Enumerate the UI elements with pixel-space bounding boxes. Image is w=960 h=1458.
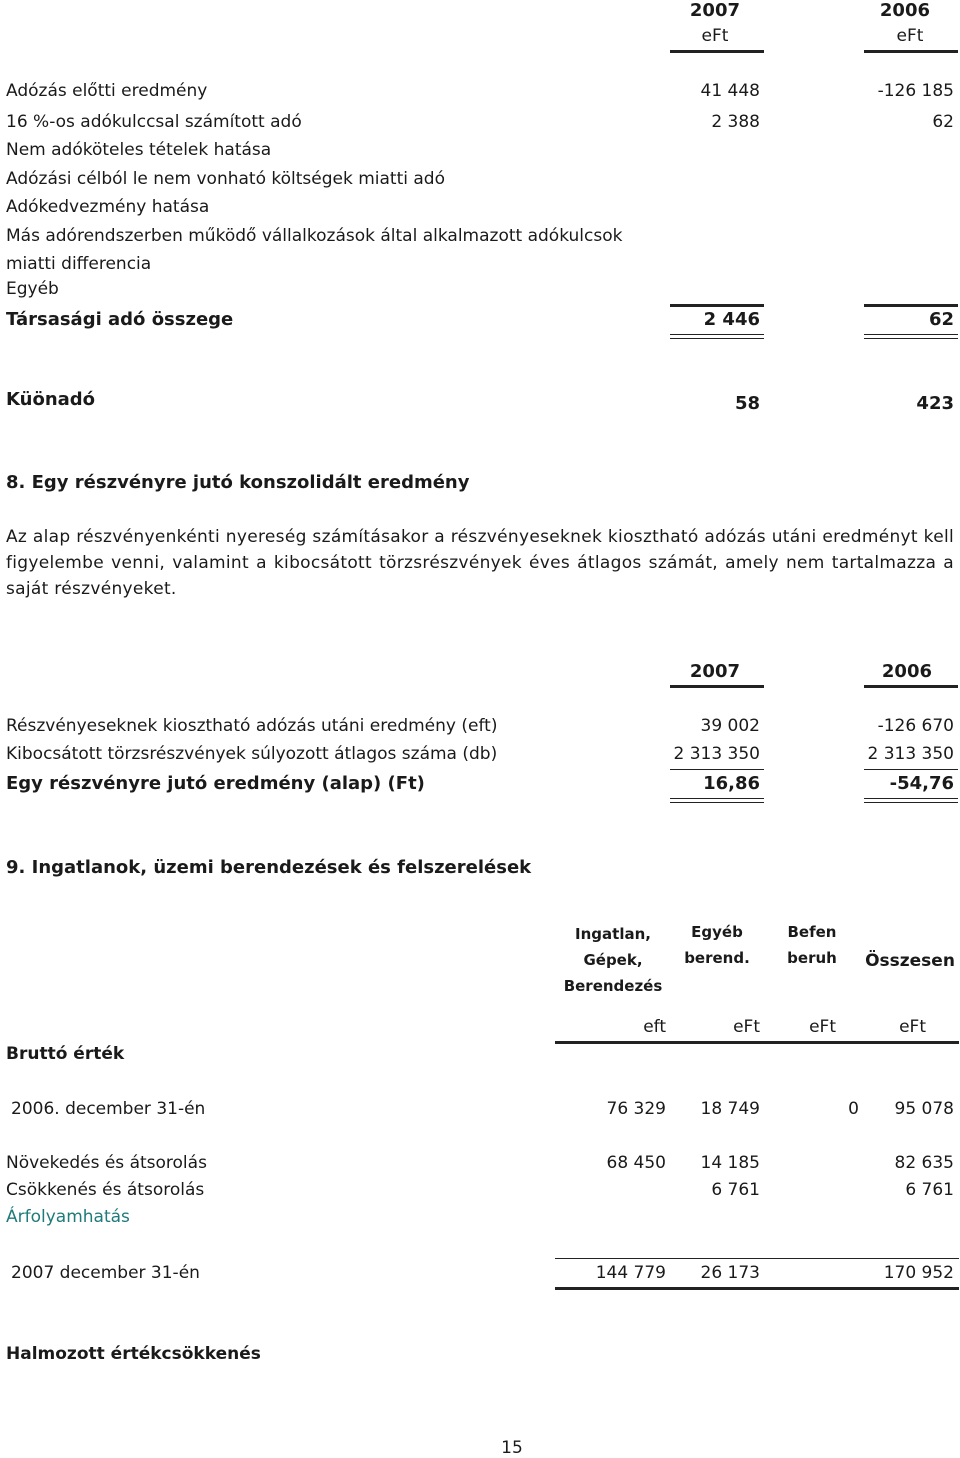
ppe-cell: 68 450 bbox=[606, 1153, 666, 1173]
col-unit-4: eFt bbox=[899, 1017, 926, 1037]
col-header-befen: Befen bbox=[787, 923, 837, 941]
col-header-egyeb: Egyéb bbox=[691, 923, 743, 941]
eps-result-label: Egy részvényre jutó eredmény (alap) (Ft) bbox=[6, 773, 425, 794]
col-header-ingatlan: Ingatlan, bbox=[575, 925, 651, 943]
eps-result-rule-2006 bbox=[864, 769, 958, 770]
ppe-cell: 95 078 bbox=[894, 1099, 954, 1119]
total-top-rule-2007 bbox=[670, 304, 764, 307]
eps-row-2006: 2 313 350 bbox=[867, 744, 954, 764]
ppe-row-label: Csökkenés és átsorolás bbox=[6, 1180, 205, 1200]
ppe-row-label: 2006. december 31-én bbox=[11, 1099, 206, 1119]
header-rule-2006 bbox=[864, 50, 958, 53]
col-header-osszesen: Összesen bbox=[865, 951, 955, 971]
ppe-cell: 76 329 bbox=[606, 1099, 666, 1119]
tax-total-2007: 2 446 bbox=[703, 309, 760, 330]
eps-year-2007: 2007 bbox=[689, 661, 740, 682]
unit-2007-header: eFt bbox=[701, 26, 729, 46]
tax-row-2007: 41 448 bbox=[700, 81, 760, 101]
col-unit-3: eFt bbox=[809, 1017, 836, 1037]
total-double-rule-2007 bbox=[670, 334, 764, 339]
col-header-berendezes: Berendezés bbox=[563, 977, 663, 995]
ppe-cell: 6 761 bbox=[905, 1180, 954, 1200]
ppe-cell: 18 749 bbox=[700, 1099, 760, 1119]
tax-row-label: Adózási célból le nem vonható költségek miatti adó bbox=[6, 169, 445, 189]
halmozott-label: Halmozott értékcsökkenés bbox=[6, 1344, 261, 1364]
section-9-heading: 9. Ingatlanok, üzemi berendezések és felszerelések bbox=[6, 857, 532, 878]
ppe-cell: 170 952 bbox=[883, 1263, 954, 1283]
tax-row-label: miatti differencia bbox=[6, 254, 152, 274]
ppe-cell: 6 761 bbox=[711, 1180, 760, 1200]
year-2006-header: 2006 bbox=[879, 0, 930, 21]
col-header-gepek: Gépek, bbox=[583, 951, 643, 969]
tax-total-2006: 62 bbox=[928, 309, 954, 330]
total-top-rule-2006 bbox=[864, 304, 958, 307]
page-number: 15 bbox=[501, 1438, 523, 1458]
eps-result-double-2006 bbox=[864, 798, 958, 803]
ppe-cell: 0 bbox=[848, 1099, 859, 1119]
ppe-cell: 14 185 bbox=[700, 1153, 760, 1173]
total-double-rule-2006 bbox=[864, 334, 958, 339]
eps-row-label: Részvényeseknek kiosztható adózás utáni eredmény (eft) bbox=[6, 716, 498, 736]
tax-total-label: Társasági adó összege bbox=[6, 309, 234, 330]
eps-header-rule-2007 bbox=[670, 685, 764, 688]
tax-row-2007: 2 388 bbox=[711, 112, 760, 132]
ppe-cell: 82 635 bbox=[894, 1153, 954, 1173]
eps-row-2007: 39 002 bbox=[700, 716, 760, 736]
eps-row-label: Kibocsátott törzsrészvények súlyozott átlagos száma (db) bbox=[6, 744, 498, 764]
ppe-header-rule bbox=[555, 1041, 959, 1044]
ppe-row-label: 2007 december 31-én bbox=[11, 1263, 200, 1283]
kulonado-2006: 423 bbox=[916, 393, 954, 414]
tax-row-label: 16 %-os adókulccsal számított adó bbox=[6, 112, 302, 132]
col-unit-1: eft bbox=[643, 1017, 666, 1037]
tax-row-label: Más adórendszerben működő vállalkozások által alkalmazott adókulcsok bbox=[6, 226, 623, 246]
eps-result-2007: 16,86 bbox=[703, 773, 760, 794]
section-8-paragraph: Az alap részvényenkénti nyereség számításakor a részvényeseknek kiosztható adózás utáni eredményt kell figyelembe venni, valamint a kibocsátott törzsrészvények éves átlagos számát, amely nem tartalmazza a saját részvényeket. bbox=[6, 527, 954, 599]
tax-row-2006: -126 185 bbox=[877, 81, 954, 101]
kulonado-label: Küönadó bbox=[6, 389, 96, 410]
eps-row-2007: 2 313 350 bbox=[673, 744, 760, 764]
header-rule-2007 bbox=[670, 50, 764, 53]
eps-result-2006: -54,76 bbox=[889, 773, 954, 794]
tax-row-2006: 62 bbox=[932, 112, 954, 132]
eps-year-2006: 2006 bbox=[881, 661, 932, 682]
eps-header-rule-2006 bbox=[864, 685, 958, 688]
kulonado-2007: 58 bbox=[734, 393, 760, 414]
tax-row-label: Adókedvezmény hatása bbox=[6, 197, 210, 217]
brutto-label: Bruttó érték bbox=[6, 1044, 125, 1064]
eps-result-rule-2007 bbox=[670, 769, 764, 770]
col-header-beruh: beruh bbox=[787, 949, 837, 967]
tax-row-label: Egyéb bbox=[6, 279, 59, 299]
ppe-total-bottom-rule bbox=[555, 1287, 959, 1290]
unit-2006-header: eFt bbox=[896, 26, 924, 46]
ppe-row-label: Árfolyamhatás bbox=[6, 1207, 130, 1227]
ppe-cell: 26 173 bbox=[700, 1263, 760, 1283]
eps-result-double-2007 bbox=[670, 798, 764, 803]
col-unit-2: eFt bbox=[733, 1017, 760, 1037]
ppe-total-top-rule bbox=[555, 1258, 959, 1259]
ppe-row-label: Növekedés és átsorolás bbox=[6, 1153, 207, 1173]
eps-row-2006: -126 670 bbox=[877, 716, 954, 736]
col-header-berend: berend. bbox=[684, 949, 750, 967]
ppe-cell: 144 779 bbox=[595, 1263, 666, 1283]
tax-row-label: Nem adóköteles tételek hatása bbox=[6, 140, 272, 160]
year-2007-header: 2007 bbox=[689, 0, 740, 21]
section-8-heading: 8. Egy részvényre jutó konszolidált eredmény bbox=[6, 472, 470, 493]
tax-row-label: Adózás előtti eredmény bbox=[6, 81, 208, 101]
